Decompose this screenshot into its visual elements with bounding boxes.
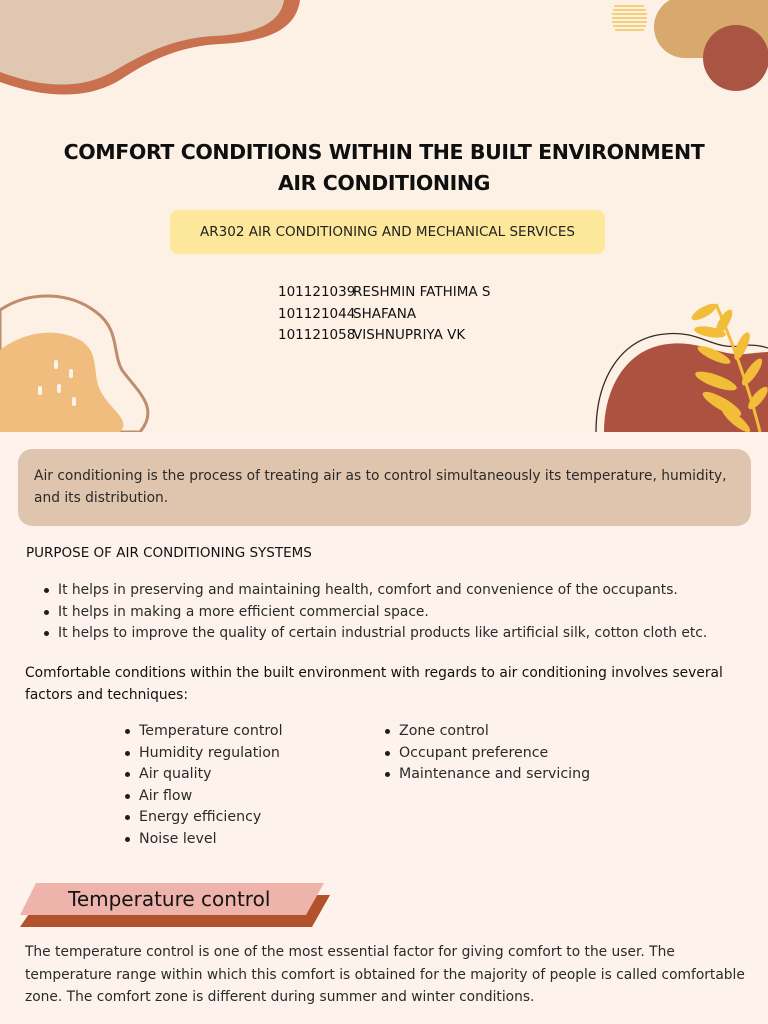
cover-section xyxy=(0,0,768,432)
factors-intro: Comfortable conditions within the built environment with regards to air conditioning involves several factors and techniques: xyxy=(25,665,723,703)
list-item: Temperature control xyxy=(125,721,283,743)
list-item: It helps in preserving and maintaining health, comfort and convenience of the occupants. xyxy=(44,580,707,602)
list-item: It helps in making a more efficient commercial space. xyxy=(44,602,707,624)
list-item: Occupant preference xyxy=(385,743,590,765)
factors-list-column-1 xyxy=(125,721,283,850)
list-item: Air quality xyxy=(125,764,283,786)
student-name: RESHMIN FATHIMA S xyxy=(353,284,491,300)
temperature-control-paragraph: The temperature control is one of the most essential factor for giving comfort to the user. The temperature range within which this comfort is obtained for the majority of people is called comfortable zone. The comfort zone is different during summer and winter conditions. xyxy=(25,944,745,1005)
section-heading-temperature-control: Temperature control xyxy=(68,887,271,911)
list-item: Noise level xyxy=(125,829,283,851)
student-row xyxy=(278,282,491,304)
list-item: Zone control xyxy=(385,721,590,743)
student-row xyxy=(278,304,491,326)
student-list xyxy=(278,282,491,347)
top-right-circle xyxy=(703,25,768,91)
list-item: Energy efficiency xyxy=(125,807,283,829)
definition-box xyxy=(18,449,751,526)
factors-list-column-2 xyxy=(385,721,590,786)
student-name: SHAFANA xyxy=(353,305,417,322)
right-dome xyxy=(604,343,768,432)
purpose-list xyxy=(44,580,707,645)
definition-text: Air conditioning is the process of treating air as to control simultaneously its temperature, humidity, and its distribution. xyxy=(34,468,727,506)
list-item: Humidity regulation xyxy=(125,743,283,765)
list-item: Air flow xyxy=(125,786,283,808)
top-left-blob xyxy=(0,0,284,85)
title-line-2: AIR CONDITIONING xyxy=(277,171,491,195)
student-id: 101121039 xyxy=(278,284,356,300)
student-id: 101121044 xyxy=(278,305,356,322)
course-label: AR302 AIR CONDITIONING AND MECHANICAL SERVICES xyxy=(200,224,575,240)
student-name: VISHNUPRIYA VK xyxy=(353,327,466,343)
purpose-heading: PURPOSE OF AIR CONDITIONING SYSTEMS xyxy=(26,545,312,561)
list-item: Maintenance and servicing xyxy=(385,764,590,786)
left-blob xyxy=(0,333,123,432)
student-row xyxy=(278,325,491,347)
title-line-1: COMFORT CONDITIONS WITHIN THE BUILT ENVIRONMENT xyxy=(63,140,705,164)
striped-circle xyxy=(612,6,647,30)
course-badge xyxy=(170,210,605,254)
list-item: It helps to improve the quality of certain industrial products like artificial silk, cotton cloth etc. xyxy=(44,623,707,645)
student-id: 101121058 xyxy=(278,327,356,343)
